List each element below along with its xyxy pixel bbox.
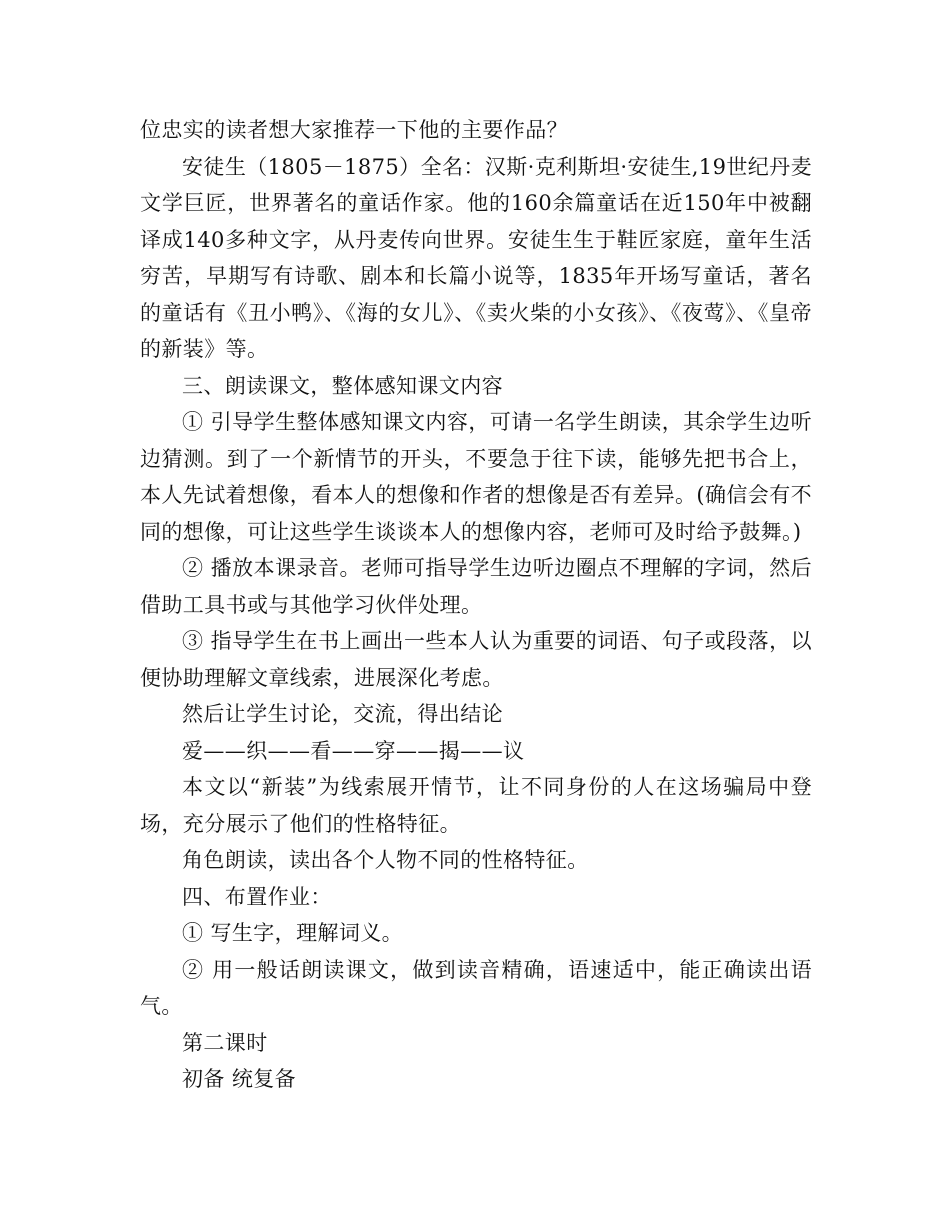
paragraph-5: ② 播放本课录音。老师可指导学生边听边圈点不理解的字词，然后借助工具书或与其他学习伙伴处理。 bbox=[140, 556, 812, 617]
paragraph-6: ③ 指导学生在书上画出一些本人认为重要的词语、句子或段落，以便协助理解文章线索，进展深化考虑。 bbox=[140, 629, 812, 690]
paragraph-2: 安徒生（1805－1875）全名：汉斯·克利斯坦·安徒生,19世纪丹麦文学巨匠，世界著名的童话作家。他的160余篇童话在近150年中被翻译成140多种文字，从丹麦传向世界。安徒生生于鞋匠家庭，童年生活穷苦，早期写有诗歌、剧本和长篇小说等，1835年开场写童话，著名的童话有《丑小鸭》、《海的女儿》、《卖火柴的小女孩》、《夜莺》、《皇帝的新装》等。 bbox=[140, 154, 812, 361]
paragraph-4: ① 引导学生整体感知课文内容，可请一名学生朗读，其余学生边听边猜测。到了一个新情节的开头，不要急于往下读，能够先把书合上，本人先试着想像，看本人的想像和作者的想像是否有差异。(确信会有不同的想像，可让这些学生谈谈本人的想像内容，老师可及时给予鼓舞。) bbox=[140, 410, 812, 544]
paragraph-9: 本文以“新装”为线索展开情节，让不同身份的人在这场骗局中登场，充分展示了他们的性格特征。 bbox=[140, 775, 812, 836]
paragraph-15: 初备 统复备 bbox=[182, 1067, 297, 1091]
section-heading-3: 三、朗读课文，整体感知课文内容 bbox=[182, 373, 503, 398]
paragraph-12: ① 写生字，理解词义。 bbox=[182, 921, 404, 945]
paragraph-13: ② 用一般话朗读课文，做到读音精确，语速适中，能正确读出语气。 bbox=[140, 957, 812, 1018]
paragraph-7: 然后让学生讨论，交流，得出结论 bbox=[182, 702, 503, 726]
paragraph-1: 位忠实的读者想大家推荐一下他的主要作品？ bbox=[140, 118, 568, 142]
paragraph-8: 爱——织——看——穿——揭——议 bbox=[182, 738, 525, 763]
document-body bbox=[140, 112, 812, 1098]
paragraph-10: 角色朗读，读出各个人物不同的性格特征。 bbox=[182, 848, 589, 872]
section-heading-11: 四、布置作业： bbox=[182, 884, 332, 909]
lesson-heading-14: 第二课时 bbox=[182, 1030, 268, 1055]
